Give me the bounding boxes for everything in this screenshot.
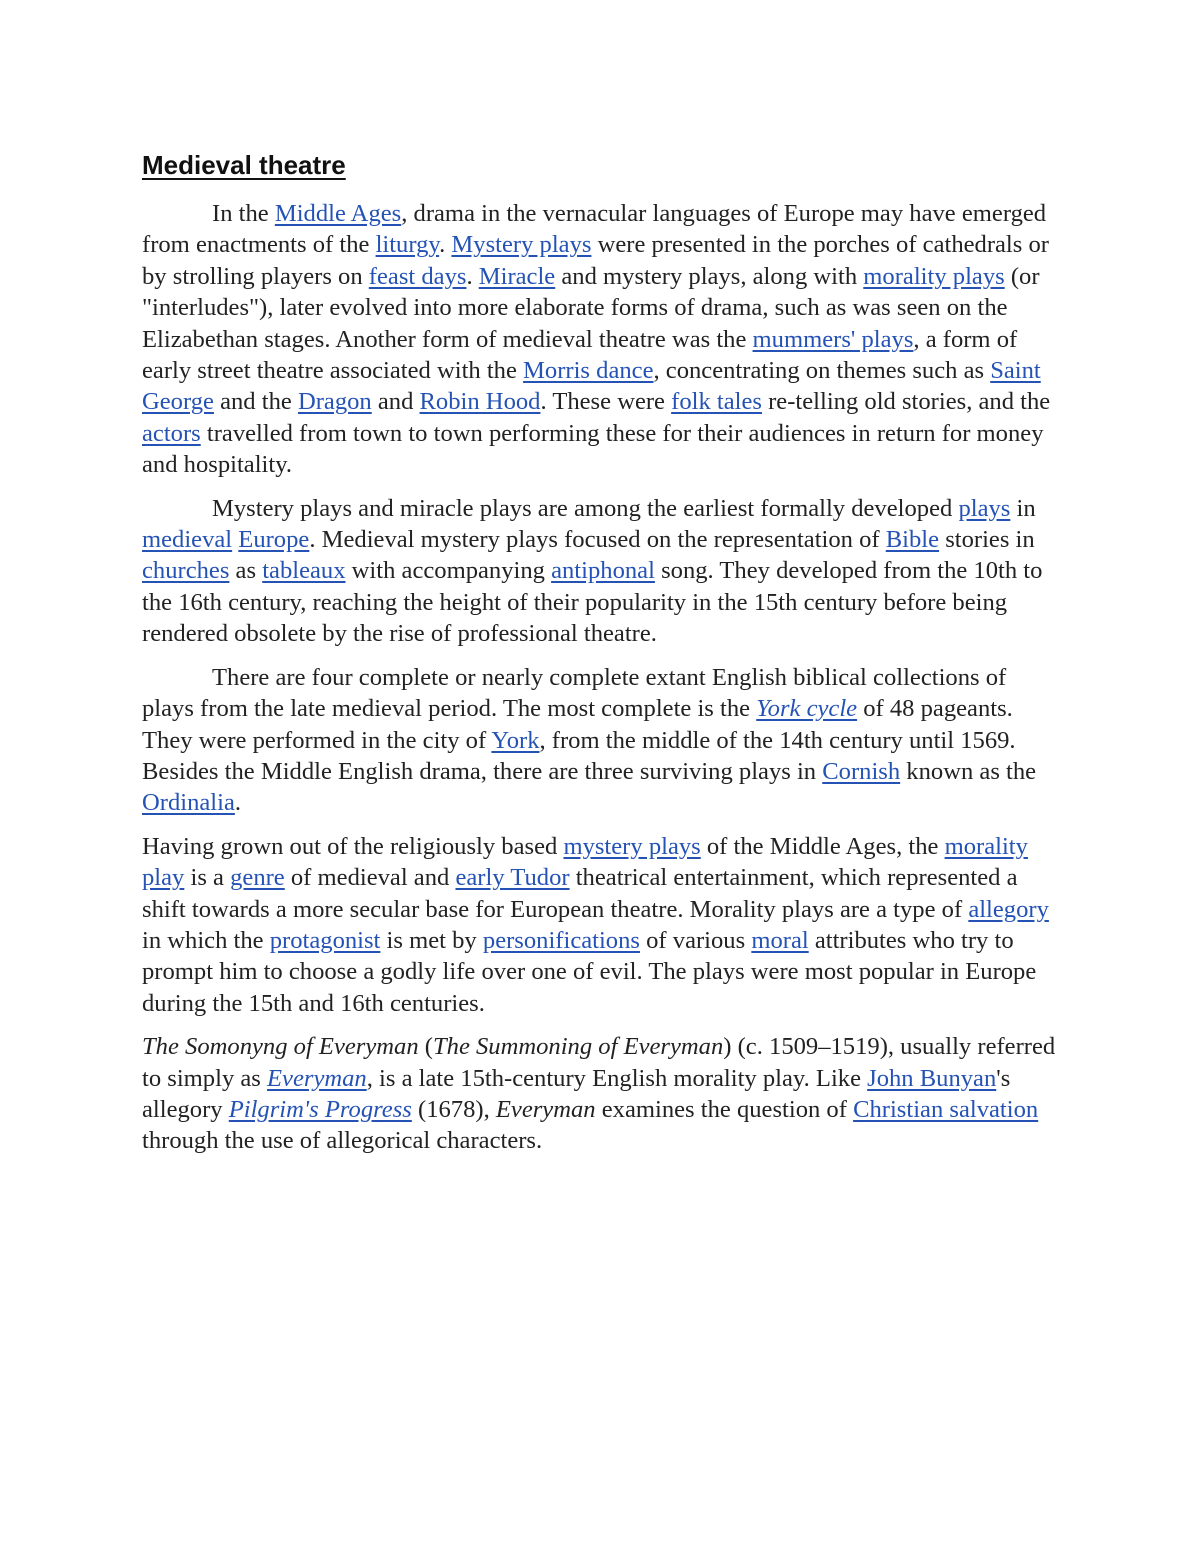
link-early-tudor[interactable]: early Tudor bbox=[455, 864, 570, 892]
link-mystery-plays[interactable]: Mystery plays bbox=[451, 231, 592, 259]
text-run: , drama in the vernacular languages of Europe may have emerged from enactments of the bbox=[142, 200, 1047, 259]
text-run: . bbox=[439, 231, 452, 259]
text-run: re-telling old stories, and the bbox=[761, 388, 1051, 416]
link-mummers-plays[interactable]: mummers' plays bbox=[752, 325, 914, 353]
text-run: Mystery plays and miracle plays are among the earliest formally developed bbox=[212, 494, 959, 522]
text-run: ( bbox=[418, 1033, 433, 1061]
text-run: known as the bbox=[900, 757, 1037, 785]
link-bible[interactable]: Bible bbox=[885, 526, 940, 554]
text-run: , from the middle of the 14th century until 1569. Besides the Middle English drama, there are three surviving plays in bbox=[142, 726, 1016, 785]
text-run: (or "interludes"), later evolved into more elaborate forms of drama, such as was seen on the Elizabethan stages. Another form of medieval theatre was the bbox=[142, 262, 1040, 353]
text-run: of medieval and bbox=[284, 864, 456, 892]
text-run: attributes who try to prompt him to choose a godly life over one of evil. The plays were most popular in Europe during the 15th and 16th centuries. bbox=[142, 926, 1037, 1017]
text-run: . These were bbox=[540, 388, 672, 416]
link-middle-ages[interactable]: Middle Ages bbox=[274, 200, 402, 227]
text-run: as bbox=[229, 557, 263, 585]
link-ordinalia[interactable]: Ordinalia bbox=[142, 789, 235, 817]
text-run: 's allegory bbox=[142, 1064, 1011, 1123]
link-york-cycle[interactable]: York cycle bbox=[756, 695, 858, 723]
link-morality-plays[interactable]: morality plays bbox=[863, 262, 1005, 290]
text-run: (1678), bbox=[411, 1095, 496, 1123]
link-saint-george[interactable]: Saint George bbox=[142, 357, 1041, 416]
paragraph-english-collections bbox=[142, 662, 1062, 819]
paragraph-mystery-plays bbox=[142, 493, 1062, 650]
text-run: stories in bbox=[939, 526, 1035, 554]
text-run: with accompanying bbox=[345, 557, 552, 585]
text-run: examines the question of bbox=[595, 1095, 854, 1123]
link-york[interactable]: York bbox=[491, 726, 540, 754]
text-run: , a form of early street theatre associated with the bbox=[142, 325, 1018, 385]
text-run: , concentrating on themes such as bbox=[653, 357, 991, 385]
paragraph-medieval-drama bbox=[142, 198, 1062, 481]
link-cornish[interactable]: Cornish bbox=[822, 757, 901, 785]
text-run: . bbox=[234, 789, 242, 817]
text-run: of various bbox=[639, 926, 752, 954]
paragraph-everyman bbox=[142, 1031, 1062, 1157]
text-run: and mystery plays, along with bbox=[555, 262, 864, 290]
link-medieval[interactable]: medieval bbox=[142, 526, 233, 554]
text-run: were presented in the porches of cathedrals or by strolling players on bbox=[142, 231, 1049, 290]
link-morris-dance[interactable]: Morris dance bbox=[523, 357, 654, 385]
text-run: is a bbox=[184, 864, 231, 892]
link-moral[interactable]: moral bbox=[751, 926, 809, 954]
link-plays[interactable]: plays bbox=[958, 494, 1011, 522]
text-run: travelled from town to town performing these for their audiences in return for money and hospitality. bbox=[142, 419, 1044, 479]
link-personifications[interactable]: personifications bbox=[482, 926, 640, 954]
link-europe[interactable]: Europe bbox=[238, 526, 310, 554]
link-mystery-plays-2[interactable]: mystery plays bbox=[563, 832, 701, 860]
link-christian-salvation[interactable]: Christian salvation bbox=[853, 1095, 1039, 1123]
link-feast-days[interactable]: feast days bbox=[368, 262, 467, 290]
document-page bbox=[142, 148, 1062, 1169]
text-run: of the Middle Ages, the bbox=[700, 832, 945, 860]
link-actors[interactable]: actors bbox=[142, 419, 201, 447]
link-churches[interactable]: churches bbox=[142, 557, 230, 585]
text-run: ) (c. 1509–1519), usually referred to simply as bbox=[142, 1033, 1056, 1092]
text-run: song. They developed from the 10th to the 16th century, reaching the height of their popularity in the 15th century before being rendered obsolete by the rise of professional theatre. bbox=[142, 557, 1043, 648]
link-antiphonal[interactable]: antiphonal bbox=[551, 557, 655, 585]
italic-title: The Somonyng of Everyman bbox=[142, 1033, 419, 1061]
text-run: In the bbox=[212, 200, 275, 227]
link-everyman[interactable]: Everyman bbox=[267, 1064, 367, 1092]
text-run: and bbox=[371, 388, 420, 416]
text-run: in which the bbox=[142, 926, 270, 954]
link-liturgy[interactable]: liturgy bbox=[375, 231, 440, 259]
link-tableaux[interactable]: tableaux bbox=[262, 557, 346, 585]
text-run: through the use of allegorical characters. bbox=[142, 1127, 543, 1155]
link-allegory[interactable]: allegory bbox=[968, 895, 1049, 923]
text-run: and the bbox=[213, 388, 298, 416]
text-run: of 48 pageants. They were performed in the city of bbox=[142, 695, 1013, 754]
paragraph-morality-play bbox=[142, 831, 1062, 1019]
text-run: theatrical entertainment, which represented a shift towards a more secular base for European theatre. Morality plays are a type of bbox=[142, 864, 1018, 923]
link-protagonist[interactable]: protagonist bbox=[269, 926, 381, 954]
text-run: . bbox=[466, 262, 479, 290]
text-run: There are four complete or nearly complete extant English biblical collections of plays from the late medieval period. The most complete is the bbox=[142, 663, 1007, 723]
text-run: , is a late 15th-century English morality play. Like bbox=[366, 1064, 868, 1092]
link-john-bunyan[interactable]: John Bunyan bbox=[867, 1064, 997, 1092]
link-pilgrims-progress[interactable]: Pilgrim's Progress bbox=[228, 1095, 412, 1123]
text-run: . Medieval mystery plays focused on the representation of bbox=[309, 526, 886, 554]
italic-title: Everyman bbox=[495, 1095, 596, 1123]
text-run: is met by bbox=[380, 926, 483, 954]
text-run: in bbox=[1010, 494, 1036, 522]
page-title: Medieval theatre bbox=[142, 150, 346, 180]
text-run: Having grown out of the religiously based bbox=[142, 832, 564, 860]
link-folk-tales[interactable]: folk tales bbox=[671, 388, 762, 416]
link-genre[interactable]: genre bbox=[230, 864, 285, 892]
link-miracle[interactable]: Miracle bbox=[478, 262, 556, 290]
italic-title: The Summoning of Everyman bbox=[432, 1033, 724, 1061]
link-dragon[interactable]: Dragon bbox=[297, 388, 372, 416]
link-morality-play[interactable]: morality play bbox=[142, 832, 1028, 892]
link-robin-hood[interactable]: Robin Hood bbox=[419, 388, 541, 416]
